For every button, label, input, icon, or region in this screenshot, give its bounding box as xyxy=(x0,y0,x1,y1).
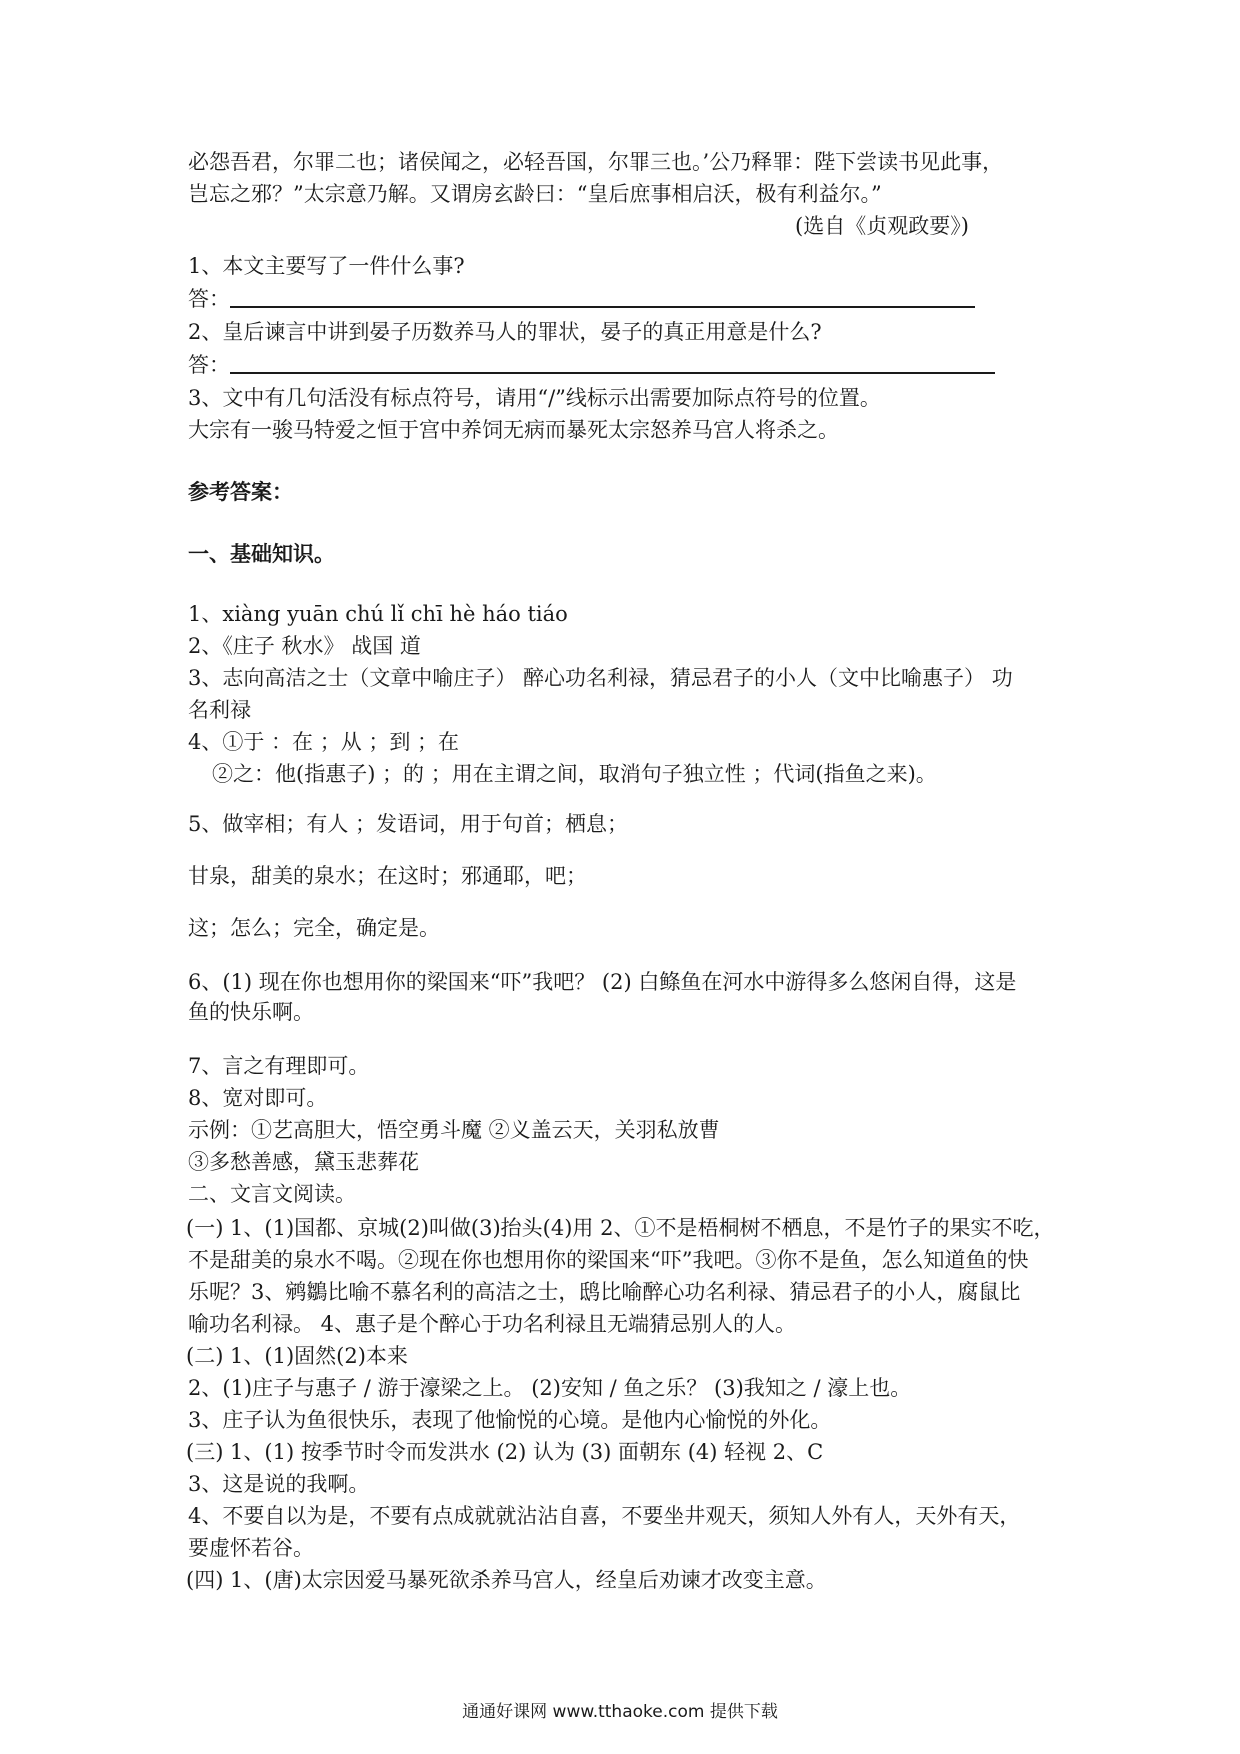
answer-3-line1: 3、志向高洁之士（文章中喻庄子） 醉心功名利禄，猜忌君子的小人（文中比喻惠子） 功 xyxy=(188,666,1013,690)
passage-line: 必怨吾君，尔罪二也；诸侯闻之，必轻吾国，尔罪三也。’公乃释罪：陛下尝读书见此事， xyxy=(188,150,1004,174)
passage-line: 岂忘之邪？”太宗意乃解。又谓房玄龄曰：“皇后庶事相启沃，极有利益尔。” xyxy=(188,182,882,206)
section2-title: 二、文言文阅读。 xyxy=(188,1182,356,1206)
part3-line1: (三) 1、(1) 按季节时令而发洪水 (2) 认为 (3) 面朝东 (4) 轻视 2、C xyxy=(186,1440,824,1464)
part1-line1: (一) 1、(1)国都、京城(2)叫做(3)抬头(4)用 2、①不是梧桐树不栖息，不是竹子的果实不吃， xyxy=(186,1216,1055,1240)
part3-line3: 4、不要自以为是，不要有点成就就沾沾自喜，不要坐井观天，须知人外有人，天外有天， xyxy=(188,1504,1021,1528)
part4-line1: (四) 1、(唐)太宗因爱马暴死欲杀养马宫人，经皇后劝谏才改变主意。 xyxy=(186,1568,827,1592)
part2-line3: 3、庄子认为鱼很快乐，表现了他愉悦的心境。是他内心愉悦的外化。 xyxy=(188,1408,832,1432)
section1-title: 一、基础知识。 xyxy=(188,541,335,566)
part1-line4: 喻功名利禄。 4、惠子是个醉心于功名利禄且无端猜忌别人的人。 xyxy=(188,1312,797,1336)
answer-7: 7、言之有理即可。 xyxy=(188,1054,370,1078)
answer-4-line1: 4、①于 ：在 ；从 ；到 ；在 xyxy=(188,730,460,754)
answer-2: 2、《庄子 秋水》 战国 道 xyxy=(188,634,421,658)
answer-8: 8、宽对即可。 xyxy=(188,1086,328,1110)
answer-blank-1[interactable] xyxy=(230,306,975,308)
page-footer: 通通好课网 www.tthaoke.com 提供下载 xyxy=(462,1702,778,1722)
question-2: 2、皇后谏言中讲到晏子历数养马人的罪状，晏子的真正用意是什么? xyxy=(188,320,822,344)
answer-label-1: 答： xyxy=(188,287,230,311)
part2-line2: 2、(1)庄子与惠子 / 游于濠梁之上。 (2)安知 / 鱼之乐？ (3)我知之 / 濠上也。 xyxy=(188,1376,912,1400)
answer-3-line2: 名利禄 xyxy=(188,698,251,722)
answer-6-line1: 6、(1) 现在你也想用你的梁国来“吓”我吧？ (2) 白鲦鱼在河水中游得多么悠闲自得，这是 xyxy=(188,970,1017,994)
answers-title: 参考答案： xyxy=(188,479,293,504)
question-1: 1、本文主要写了一件什么事? xyxy=(188,254,465,278)
answer-4-line2: ②之：他(指惠子) ；的 ；用在主谓之间，取消句子独立性 ；代词(指鱼之来)。 xyxy=(212,762,937,786)
answer-5-line2: 甘泉，甜美的泉水；在这时；邪通耶，吧； xyxy=(188,864,587,888)
part3-line2: 3、这是说的我啊。 xyxy=(188,1472,370,1496)
answer-blank-2[interactable] xyxy=(230,372,995,374)
punctuation-sentence: 大宗有一骏马特爱之恒于宫中养饲无病而暴死太宗怒养马宫人将杀之。 xyxy=(188,418,839,442)
part1-line2: 不是甜美的泉水不喝。②现在你也想用你的梁国来“吓”我吧。③你不是鱼，怎么知道鱼的快 xyxy=(188,1248,1029,1272)
answer-8-example1: 示例：①艺高胆大，悟空勇斗魔 ②义盖云天，关羽私放曹 xyxy=(188,1118,720,1142)
answer-5-line1: 5、做宰相；有人 ；发语词，用于句首；栖息； xyxy=(188,812,629,836)
part3-line4: 要虚怀若谷。 xyxy=(188,1536,314,1560)
part2-line1: (二) 1、(1)固然(2)本来 xyxy=(186,1344,408,1368)
answer-label-2: 答： xyxy=(188,353,230,377)
answer-6-line2: 鱼的快乐啊。 xyxy=(188,1000,314,1024)
answer-8-example2: ③多愁善感，黛玉悲葬花 xyxy=(188,1150,419,1174)
passage-source: (选自《贞观政要》) xyxy=(795,214,969,238)
question-3: 3、文中有几句活没有标点符号，请用“/”线标示出需要加际点符号的位置。 xyxy=(188,386,881,410)
answer-1: 1、xiàng yuān chú lǐ chī hè háo tiáo xyxy=(188,602,568,626)
part1-line3: 乐呢？3、鹓鶵比喻不慕名利的高洁之士，鸱比喻醉心功名利禄、猜忌君子的小人，腐鼠比 xyxy=(188,1280,1021,1304)
answer-5-line3: 这；怎么；完全，确定是。 xyxy=(188,916,440,940)
